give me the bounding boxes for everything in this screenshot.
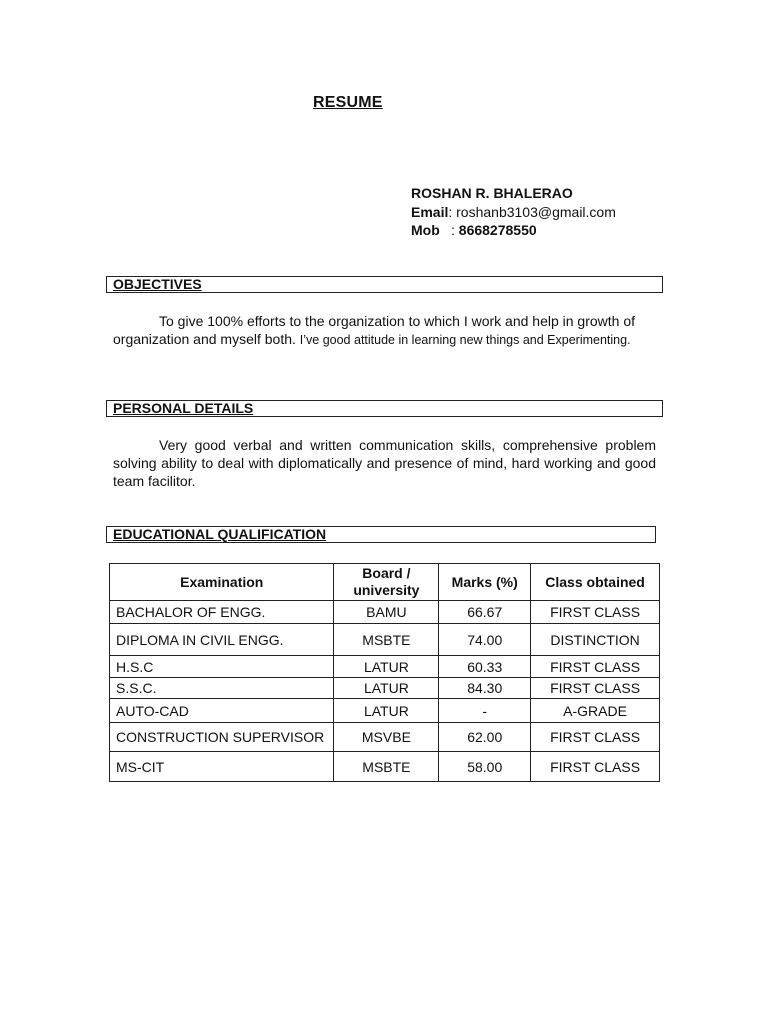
header-examination: Examination: [110, 564, 334, 601]
mobile-label: Mob: [411, 222, 440, 238]
table-row: [110, 752, 660, 782]
email-value: : roshanb3103@gmail.com: [448, 203, 616, 220]
contact-block: [411, 184, 616, 240]
education-heading-box: [106, 526, 656, 543]
education-table: [109, 563, 660, 782]
cell-board: BAMU: [334, 601, 439, 624]
education-heading: EDUCATIONAL QUALIFICATION: [113, 526, 327, 542]
header-marks: Marks (%): [439, 564, 531, 601]
cell-marks: 60.33: [439, 656, 531, 678]
cell-board: LATUR: [334, 699, 439, 723]
cell-marks: 62.00: [439, 723, 531, 752]
cell-examination: DIPLOMA IN CIVIL ENGG.: [110, 624, 334, 656]
cell-class: DISTINCTION: [531, 624, 660, 656]
cell-marks: 58.00: [439, 752, 531, 782]
objectives-small-text: I’ve good attitude in learning new things and Experimenting.: [299, 333, 631, 347]
personal-heading: PERSONAL DETAILS: [113, 400, 254, 416]
email-label: Email: [411, 203, 449, 220]
cell-marks: -: [439, 699, 531, 723]
table-header-row: [110, 564, 660, 601]
personal-heading-box: [106, 400, 663, 417]
table-row: [110, 656, 660, 678]
table-row: [110, 601, 660, 624]
mobile-separator: :: [451, 222, 459, 238]
cell-board: MSVBE: [334, 723, 439, 752]
email-line: [411, 203, 616, 222]
objectives-heading: OBJECTIVES: [113, 276, 202, 292]
cell-examination: MS-CIT: [110, 752, 334, 782]
table-row: [110, 723, 660, 752]
table-row: [110, 678, 660, 699]
cell-examination: S.S.C.: [110, 678, 334, 699]
cell-class: FIRST CLASS: [531, 752, 660, 782]
table-row: [110, 624, 660, 656]
cell-class: FIRST CLASS: [531, 723, 660, 752]
candidate-name: ROSHAN R. BHALERAO: [411, 185, 573, 201]
cell-board: MSBTE: [334, 624, 439, 656]
mobile-line: [411, 221, 616, 240]
mobile-value: 8668278550: [458, 222, 537, 238]
cell-examination: CONSTRUCTION SUPERVISOR: [110, 723, 334, 752]
cell-class: FIRST CLASS: [531, 601, 660, 624]
cell-class: A-GRADE: [531, 699, 660, 723]
header-board: Board / university: [334, 564, 439, 601]
cell-examination: BACHALOR OF ENGG.: [110, 601, 334, 624]
cell-board: LATUR: [334, 656, 439, 678]
cell-board: LATUR: [334, 678, 439, 699]
cell-class: FIRST CLASS: [531, 678, 660, 699]
header-class: Class obtained: [531, 564, 660, 601]
cell-class: FIRST CLASS: [531, 656, 660, 678]
objectives-heading-box: [106, 276, 663, 293]
objectives-main-text: To give 100% efforts to the organization to which I work and help in growth of organization and myself both.: [113, 313, 636, 347]
objectives-text: [113, 312, 658, 349]
personal-text: Very good verbal and written communication skills, comprehensive problem solving ability to deal with diplomatically and presence of mind, hard working and good team facilitor.: [113, 437, 656, 489]
cell-board: MSBTE: [334, 752, 439, 782]
cell-marks: 84.30: [439, 678, 531, 699]
table-row: [110, 699, 660, 723]
cell-examination: AUTO-CAD: [110, 699, 334, 723]
cell-marks: 74.00: [439, 624, 531, 656]
cell-marks: 66.67: [439, 601, 531, 624]
cell-examination: H.S.C: [110, 656, 334, 678]
document-title: RESUME: [313, 94, 383, 111]
